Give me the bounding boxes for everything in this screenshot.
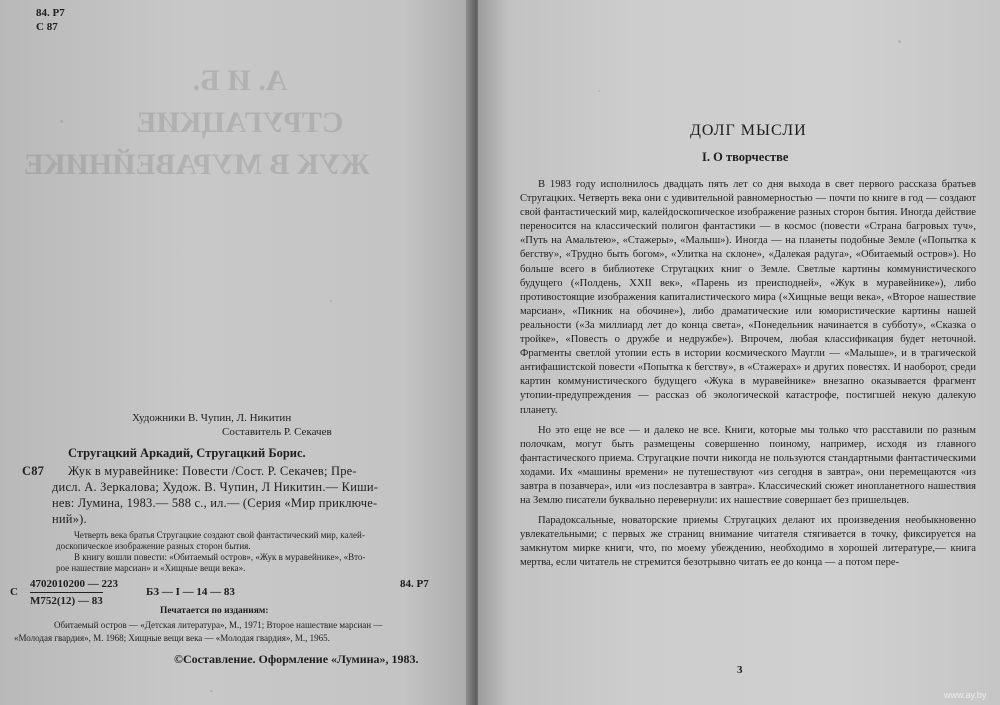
annotation-line-2: доскопическое изображение разных сторон бытия. [56,541,251,551]
paper-speck [210,690,213,692]
copyright-line: ©Составление. Оформление «Лумина», 1983. [174,652,419,666]
corner-code-1: 84. Р7 [36,7,65,19]
bibl-line-1: Жук в муравейнике: Повести /Сост. Р. Секачев; Пре- [68,464,357,478]
article-title: ДОЛГ МЫСЛИ [690,122,807,139]
bibl-line-2: дисл. А. Зеркалова; Худож. В. Чупин, Л Никитин.— Киши- [52,480,379,494]
paper-speck [898,40,901,43]
show-through-title-graphic: А. И Б. СТРУГАЦКИЕ ЖУК В МУРАВЕЙНИКЕ [23,64,370,181]
paper-speck [60,120,63,123]
sources-line-2: «Молодая гвардия», М. 1968; Хищные вещи века — «Молодая гвардия», М., 1965. [14,633,330,643]
bibl-line-4: ний»). [52,512,87,526]
left-page-imprint [0,0,475,705]
annotation-line-4: рое нашествие марсиан» и «Хищные вещи века». [56,563,246,573]
credits-artists: Художники В. Чупин, Л. Никитин [132,412,292,424]
paper-speck [330,300,332,302]
credits-compiler: Составитель Р. Секачев [222,426,332,438]
sources-line-1: Обитаемый остров — «Детская литература», М., 1971; Второе нашествие марсиан — [54,620,383,630]
corner-code-2: С 87 [36,21,58,33]
code-right: 84. Р7 [400,578,429,590]
article-body [520,178,976,571]
annotation-line-3: В книгу вошли повести: «Обитаемый остров», «Жук в муравейнике», «Вто- [74,552,366,562]
paragraph-2: Но это еще не все — и далеко не все. Книги, которые мы только что расставили по разным полочкам, могут быть размещены совершенно поиному, например, исходя из главного фантастического приема. Стругацкие почти никогда не пользуются стандартными фантастическими ходами. Их «машины времени» не путешествуют «из сегодня в завтра», они перемещаются «из завтра в позавчера», или «из послезавтра в завтра». Классический сюжет инопланетного нашествия на Землю писатели буквально перевернули: их нашествие совершает без пришельцев. [520,424,976,507]
annotation-line-1: Четверть века братья Стругацкие создают свой фантастический мир, калей- [74,530,365,540]
paragraph-3: Парадоксальные, новаторские приемы Стругацких делают их произведения необыкновенно увлекательными; с первых же страниц внимание читателя стягивается в точку, фиксируется на замкнутом мирке книги, что, по моему убеждению, необходимо в хорошей литературе,— книга мертва, если читатель не стремится безотрывно читать ее до конца — а потом пере- [520,515,976,569]
paragraph-1: В 1983 году исполнилось двадцать пять лет со дня выхода в свет первого рассказа братьев Стругацких. Четверть века они с удивительной равномерностью — почти по книге в год — создают свой фантастический мир, калейдоскопическое изображение разных сторон бытия. Иногда действие переносится на классический полигон фантастики — в космос (повести «Страна багровых туч», «Путь на Амальтею», «Стажеры», «Малыш»). Иногда — на планеты подобные Земле («Попытка к бегству», «Трудно быть богом», «Улитка на склоне», «Далекая радуга», «Обитаемый остров»). Но больше всего в библиотеке Стругацких книг о Земле. Светлые картины коммунистического будущего («Полдень, XXII век», «Парень из преисподней», «Жук в муравейнике»), либо противостоящие изображения капиталистического мира («Хищные вещи века», «Второе нашествие марсиан», «Пикник на обочине»), либо драматические или юмористические картины нашей реальности («За миллиард лет до конца света», «Понедельник начинается в субботу», «Сказка о тройке», «Повесть о дружбе и недружбе»). Впрочем, любая классификация будет неточной. Фрагменты светлой утопии есть в истории космического Маугли — «Малыше», и в трагической антифашистской повести «Попытка к бегству», в «Стажерах» и других повестях. И наоборот, среди картин коммунистического будущего «Жука в муравейнике» внезапно оказывается фрагмент утопии-предупреждения — рассказ об экологической катастрофе, постигшей некую далекую планету. [520,179,976,416]
code-bz: БЗ — I — 14 — 83 [146,586,235,598]
site-watermark: www.ay.by [944,690,987,700]
bibl-mark: С87 [22,464,45,478]
printed-from-header: Печатается по изданиям: [160,606,269,616]
right-page-article [478,0,1000,705]
code-c: С [10,586,18,598]
page-number: 3 [737,664,743,676]
article-subtitle: I. О творчестве [702,150,789,164]
code-line-2: М752(12) — 83 [30,592,103,608]
bibl-authors: Стругацкий Аркадий, Стругацкий Борис. [68,446,306,460]
bibl-line-3: нев: Лумина, 1983.— 588 с., ил.— (Серия «Мир приключе- [52,496,378,510]
code-line-1: 4702010200 — 223 [30,578,118,590]
paper-speck [598,90,600,92]
